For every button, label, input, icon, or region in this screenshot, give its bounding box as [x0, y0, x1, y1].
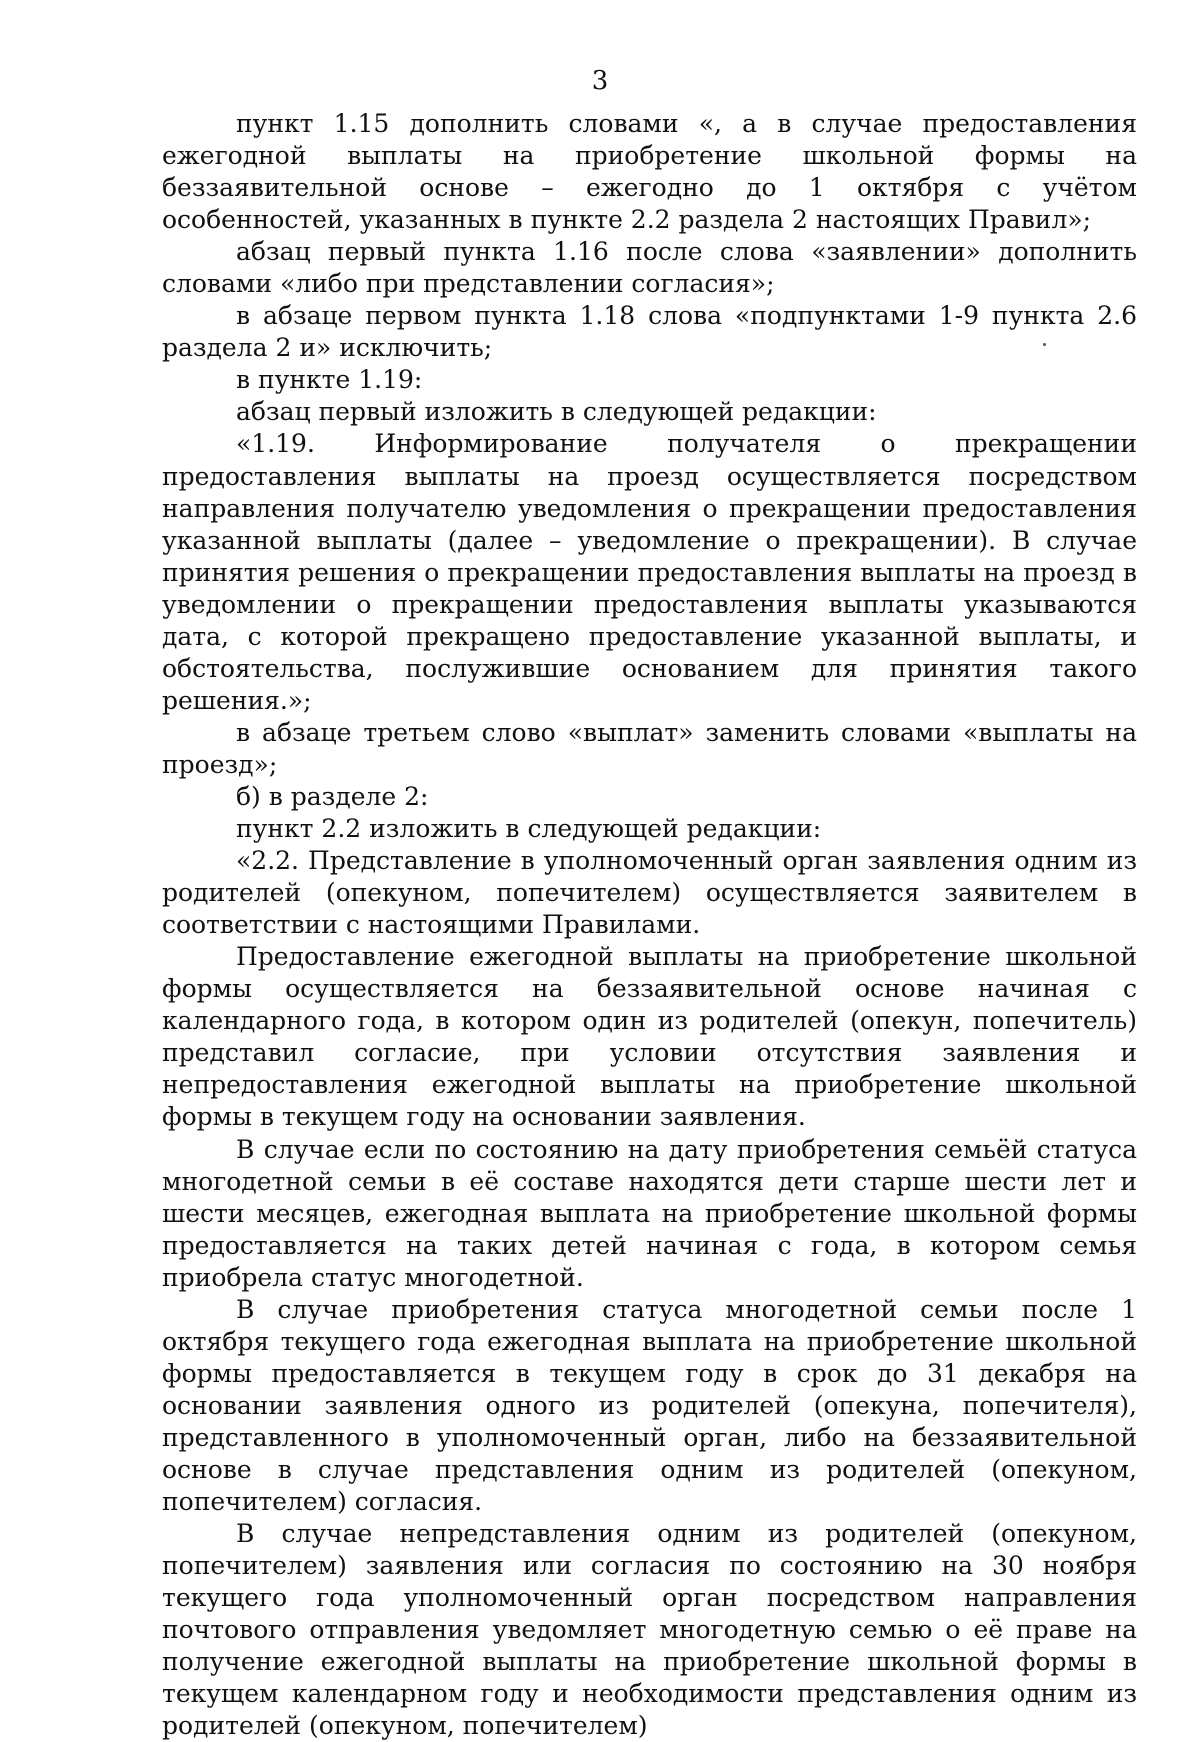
paragraph-item-1-15: пункт 1.15 дополнить словами «, а в случае предоставления ежегодной выплаты на приобретение школьной формы на беззаявительной основе – ежегодно до 1 октября с учётом особенностей, указанных в пункте 2.2 раздела 2 настоящих Правил»; — [162, 109, 1137, 235]
document-body — [162, 108, 1137, 1742]
paragraph-item-1-18: в абзаце первом пункта 1.18 слова «подпунктами 1-9 пункта 2.6 раздела 2 и» исключить; — [162, 301, 1137, 363]
paragraph-annual-payment: Предоставление ежегодной выплаты на приобретение школьной формы осуществляется на беззаявительной основе начиная с календарного года, в котором один из родителей (опекун, попечитель) представил согласие, при условии отсутствия заявления и непредоставления ежегодной выплаты на приобретение школьной формы в текущем году на основании заявления. — [162, 942, 1137, 1132]
paragraph-item-1-19-text: «1.19. Информирование получателя о прекращении предоставления выплаты на проезд осуществляется посредством направления получателю уведомления о прекращении предоставления указанной выплаты (далее – уведомление о прекращении). В случае принятия решения о прекращении предоставления выплаты на проезд в уведомлении о прекращении предоставления выплаты указываются дата, с которой прекращено предоставление указанной выплаты, и обстоятельства, послужившие основанием для принятия такого решения.»; — [162, 429, 1137, 715]
paragraph-item-1-19-heading: в пункте 1.19: — [236, 365, 423, 395]
paragraph-after-october: В случае приобретения статуса многодетной семьи после 1 октября текущего года ежегодная выплата на приобретение школьной формы предоставляется в текущем году в срок до 31 декабря на основании заявления одного из родителей (опекуна, попечителя), представленного в уполномоченный орган, либо на беззаявительной основе в случае представления одним из родителей (опекуном, попечителем) согласия. — [162, 1294, 1137, 1517]
paragraph-item-2-2-instruction: пункт 2.2 изложить в следующей редакции: — [236, 814, 822, 844]
paragraph-item-third-abzac: в абзаце третьем слово «выплат» заменить словами «выплаты на проезд»; — [162, 717, 1137, 779]
scan-speck — [1043, 343, 1046, 346]
page-number: 3 — [591, 66, 609, 96]
paragraph-item-1-16: абзац первый пункта 1.16 после слова «заявлении» дополнить словами «либо при представлении согласия»; — [162, 237, 1137, 299]
paragraph-item-2-2-text: «2.2. Представление в уполномоченный орган заявления одним из родителей (опекуном, попечителем) осуществляется заявителем в соответствии с настоящими Правилами. — [162, 846, 1137, 940]
paragraph-item-1-19-instruction: абзац первый изложить в следующей редакции: — [236, 397, 877, 427]
paragraph-non-submission: В случае непредставления одним из родителей (опекуном, попечителем) заявления или согласия по состоянию на 30 ноября текущего года уполномоченный орган посредством направления почтового отправления уведомляет многодетную семью о её праве на получение ежегодной выплаты на приобретение школьной формы в текущем календарном году и необходимости представления одним из родителей (опекуном, попечителем) — [162, 1519, 1137, 1741]
paragraph-children-age: В случае если по состоянию на дату приобретения семьёй статуса многодетной семьи в её составе находятся дети старше шести лет и шести месяцев, ежегодная выплата на приобретение школьной формы предоставляется на таких детей начиная с года, в котором семья приобрела статус многодетной. — [162, 1134, 1137, 1292]
paragraph-section-2-heading: б) в разделе 2: — [236, 781, 429, 811]
